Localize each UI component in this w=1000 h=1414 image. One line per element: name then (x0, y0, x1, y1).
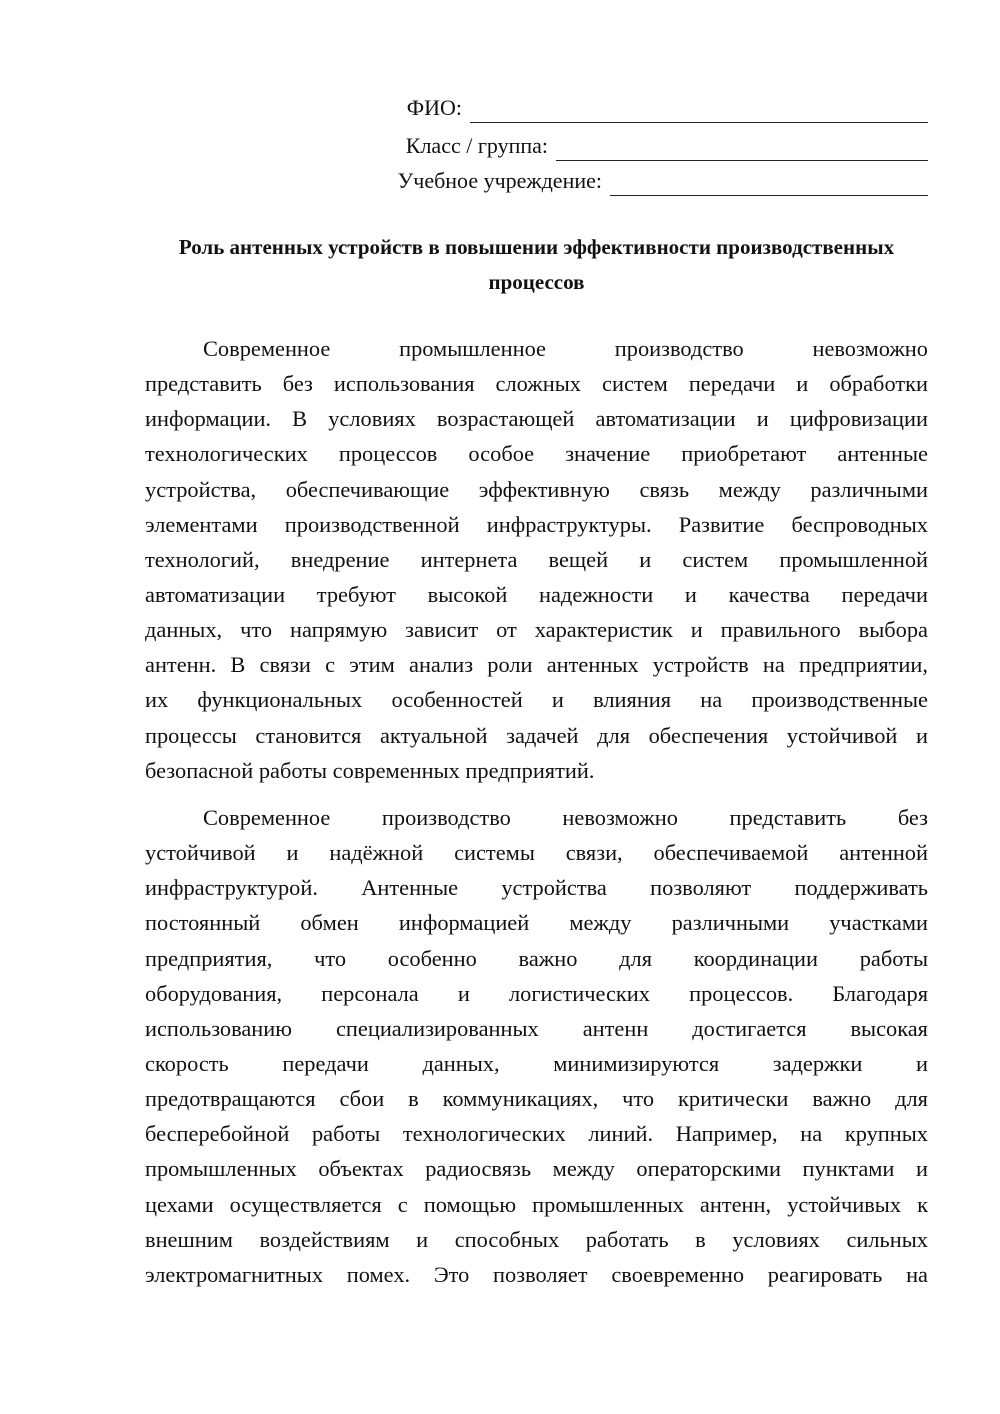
text-line: элементами производственной инфраструктуры. Развитие беспроводных (145, 511, 928, 537)
class-blank-line (556, 136, 928, 161)
text-line: процессы становится актуальной задачей для обеспечения устойчивой и (145, 722, 928, 748)
text-line: предприятия, что особенно важно для координации работы (145, 945, 928, 971)
title-line: процессов (488, 270, 585, 294)
text-line: представить без использования сложных систем передачи и обработки (145, 371, 928, 397)
paragraph-2 (145, 800, 928, 1292)
text-line: бесперебойной работы технологических линий. Например, на крупных (145, 1121, 928, 1147)
school-blank-line (610, 171, 928, 196)
title-line: Роль антенных устройств в повышении эффективности производственных (178, 235, 895, 259)
text-line: данных, что напрямую зависит от характеристик и правильного выбора (145, 617, 928, 643)
school-label: Учебное учреждение: (397, 168, 602, 193)
text-line: промышленных объектах радиосвязь между операторскими пунктами и (145, 1156, 928, 1182)
document-title (145, 230, 928, 300)
text-line: информации. В условиях возрастающей автоматизации и цифровизации (145, 406, 928, 432)
text-line: скорость передачи данных, минимизируются задержки и (145, 1050, 928, 1076)
paragraph-1 (145, 331, 928, 788)
class-label: Класс / группа: (405, 133, 548, 158)
fio-blank-line (470, 98, 928, 123)
school-field (398, 166, 928, 196)
text-line: технологических процессов особое значение приобретают антенные (145, 441, 928, 467)
text-line: Современное промышленное производство невозможно (203, 336, 928, 361)
text-line: постоянный обмен информацией между различными участками (145, 910, 928, 936)
text-line: антенн. В связи с этим анализ роли антенных устройств на предприятии, (145, 652, 928, 678)
text-line: электромагнитных помех. Это позволяет своевременно реагировать на (145, 1261, 928, 1287)
text-line: предотвращаются сбои в коммуникациях, что критически важно для (145, 1086, 928, 1112)
text-line: их функциональных особенностей и влияния на производственные (145, 687, 928, 713)
text-line: технологий, внедрение интернета вещей и систем промышленной (145, 546, 928, 572)
text-line: автоматизации требуют высокой надежности и качества передачи (145, 581, 928, 607)
text-line: цехами осуществляется с помощью промышленных антенн, устойчивых к (145, 1191, 928, 1217)
text-line: оборудования, персонала и логистических процессов. Благодаря (145, 980, 928, 1006)
fio-field (407, 93, 928, 123)
text-line: инфраструктурой. Антенные устройства позволяют поддерживать (145, 875, 928, 901)
text-line: Современное производство невозможно представить без (203, 805, 928, 830)
text-line: использованию специализированных антенн достигается высокая (145, 1015, 928, 1041)
text-line: устройства, обеспечивающие эффективную связь между различными (145, 476, 928, 502)
text-line: внешним воздействиям и способных работать в условиях сильных (145, 1226, 928, 1252)
text-line: устойчивой и надёжной системы связи, обеспечиваемой антенной (145, 840, 928, 866)
class-field (406, 131, 928, 161)
text-line: безопасной работы современных предприятий. (145, 757, 595, 783)
fio-label: ФИО: (406, 95, 462, 120)
